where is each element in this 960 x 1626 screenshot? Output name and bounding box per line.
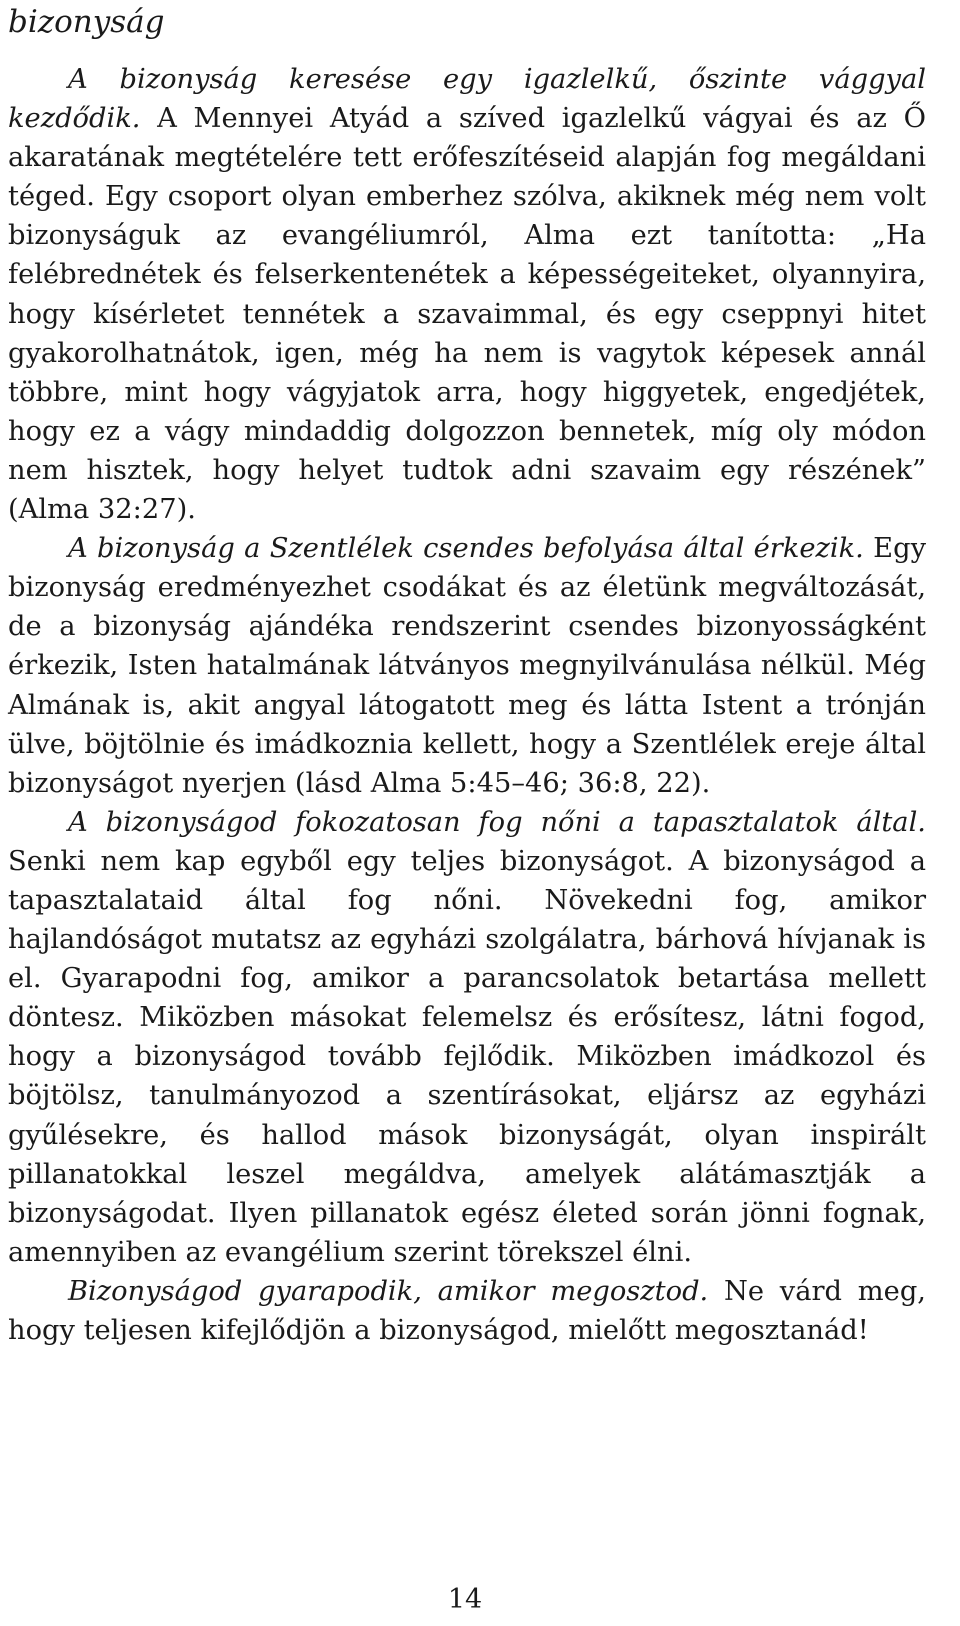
paragraph: [8, 1272, 926, 1350]
body-text: [8, 60, 926, 1350]
paragraph-lead: A bizonyságod fokozatosan fog nőni a tapasztalatok által.: [68, 806, 926, 838]
paragraph: [8, 529, 926, 803]
paragraph: [8, 60, 926, 529]
paragraph-lead: A bizonyság a Szentlélek csendes befolyása által érkezik.: [68, 533, 864, 565]
paragraph-body: A Mennyei Atyád a szíved igazlelkű vágyai és az Ő akaratának megtételére tett erőfeszítéseid alapján fog megáldani téged. Egy csoport olyan emberhez szólva, akiknek még nem volt bizonyságuk az evangéliumról, Alma ezt tanította: „Ha felébrednétek és felserkentenétek a képességeiteket, olyannyira, hogy kísérletet tennétek a szavaimmal, és egy cseppnyi hitet gyakorolhatnátok, igen, még ha nem is vagytok képesek annál többre, mint hogy vágyjatok arra, hogy higgyetek, engedjétek, hogy ez a vágy mindaddig dolgozzon bennetek, míg oly módon nem hisztek, hogy helyet tudtok adni szavaim egy részének” (Alma 32:27).: [8, 103, 926, 526]
paragraph-body: Senki nem kap egyből egy teljes bizonyságot. A bizonyságod a tapasztalataid által fog nőni. Növekedni fog, amikor hajlandóságot mutatsz az egyházi szolgálatra, bárhová hívjanak is el. Gyarapodni fog, amikor a parancsolatok betartása mellett döntesz. Miközben másokat felemelsz és erősítesz, látni fogod, hogy a bizonyságod tovább fejlődik. Miközben imádkozol és böjtölsz, tanulmányozod a szentírásokat, eljársz az egyházi gyűlésekre, és hallod mások bizonyságát, olyan inspirált pillanatokkal leszel megáldva, amelyek alátámasztják a bizonyságodat. Ilyen pillanatok egész életed során jönni fognak, amennyiben az evangélium szerint törekszel élni.: [8, 845, 926, 1268]
paragraph-lead: A bizonyság keresése egy igazlelkű, őszinte vággyal kezdődik.: [8, 64, 926, 135]
running-head: bizonyság: [8, 4, 165, 40]
paragraph: [8, 803, 926, 1272]
paragraph-body: Ne várd meg, hogy teljesen kifejlődjön a bizonyságod, mielőtt megosztanád!: [8, 1275, 926, 1346]
paragraph-lead: Bizonyságod gyarapodik, amikor megosztod.: [68, 1275, 709, 1307]
paragraph-body: Egy bizonyság eredményezhet csodákat és az életünk megváltozását, de a bizonyság ajándéka rendszerint csendes bizonyosságként érkezik, Isten hatalmának látványos megnyilvánulása nélkül. Még Almának is, akit angyal látogatott meg és látta Istent a trónján ülve, böjtölnie és imádkoznia kellett, hogy a Szentlélek ereje által bizonyságot nyerjen (lásd Alma 5:45–46; 36:8, 22).: [8, 533, 927, 799]
page-number: 14: [447, 1584, 483, 1615]
